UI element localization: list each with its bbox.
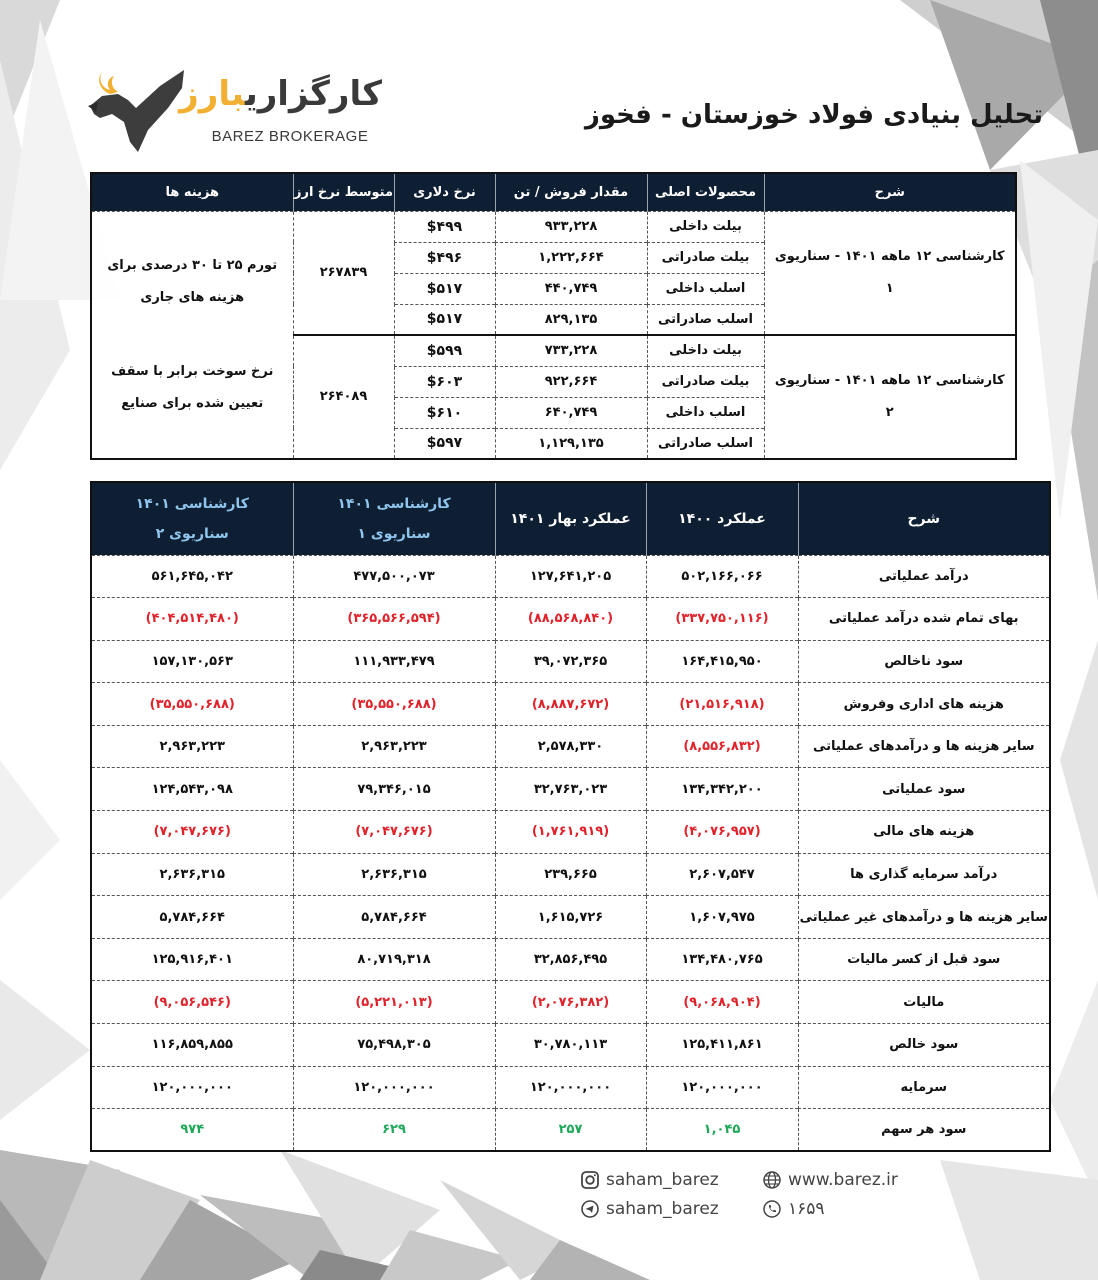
value-1400: ۱۶۴,۴۱۵,۹۵۰ (646, 640, 798, 683)
telegram-icon (580, 1199, 600, 1219)
instagram-contact[interactable] (580, 1170, 719, 1190)
header-avg-fx: متوسط نرخ ارز (293, 173, 394, 211)
brand-logo (80, 66, 390, 156)
logo-text-fa (179, 74, 382, 114)
value-spring-1401: (۲,۰۷۶,۳۸۲) (495, 981, 646, 1024)
table-row (91, 1066, 1050, 1109)
table-row (91, 1109, 1050, 1152)
costs-notes (91, 211, 293, 459)
product-name: بیلت صادراتی (647, 242, 764, 273)
value-forecast-s2: ۲,۶۳۶,۳۱۵ (91, 853, 293, 896)
avg-fx-rate: ۲۶۷۸۳۹ (293, 211, 394, 335)
logo-accent-text: بارز (179, 74, 245, 114)
value-spring-1401: ۲,۵۷۸,۳۳۰ (495, 725, 646, 768)
sales-qty: ۷۳۳,۲۲۸ (495, 335, 647, 366)
table-row (91, 555, 1050, 598)
row-label: سرمایه (798, 1066, 1050, 1109)
value-forecast-s1: ۱۲۰,۰۰۰,۰۰۰ (293, 1066, 495, 1109)
value-spring-1401: ۱,۶۱۵,۷۲۶ (495, 896, 646, 939)
header-desc: شرح (798, 482, 1050, 555)
header-forecast-s2-line1: کارشناسی ۱۴۰۱ (135, 495, 249, 512)
value-1400: (۹,۰۶۸,۹۰۴) (646, 981, 798, 1024)
header-sales-qty: مقدار فروش / تن (495, 173, 647, 211)
row-label: هزینه های مالی (798, 811, 1050, 854)
value-forecast-s1: (۷,۰۴۷,۶۷۶) (293, 811, 495, 854)
product-name: بیلت داخلی (647, 211, 764, 242)
value-1400: (۲۱,۵۱۶,۹۱۸) (646, 683, 798, 726)
value-1400: ۱۳۴,۴۸۰,۷۶۵ (646, 938, 798, 981)
row-label: درآمد سرمایه گذاری ها (798, 853, 1050, 896)
value-forecast-s1: (۵,۲۲۱,۰۱۳) (293, 981, 495, 1024)
table-row (91, 1024, 1050, 1067)
value-forecast-s1: ۲,۶۳۶,۳۱۵ (293, 853, 495, 896)
value-spring-1401: (۱,۷۶۱,۹۱۹) (495, 811, 646, 854)
header-forecast-s1 (293, 482, 495, 555)
table-header-row (91, 173, 1016, 211)
value-1400: ۱۲۵,۴۱۱,۸۶۱ (646, 1024, 798, 1067)
value-forecast-s1: ۷۹,۳۴۶,۰۱۵ (293, 768, 495, 811)
instagram-handle: saham_barez (606, 1170, 719, 1190)
sales-qty: ۶۴۰,۷۴۹ (495, 397, 647, 428)
scenario-assumptions-table (90, 172, 1017, 460)
row-label: سایر هزینه ها و درآمدهای غیر عملیاتی (798, 896, 1050, 939)
row-label: مالیات (798, 981, 1050, 1024)
value-forecast-s2: ۱۲۰,۰۰۰,۰۰۰ (91, 1066, 293, 1109)
value-spring-1401: (۸,۸۸۷,۶۷۲) (495, 683, 646, 726)
value-1400: (۴,۰۷۶,۹۵۷) (646, 811, 798, 854)
row-label: هزینه های اداری وفروش (798, 683, 1050, 726)
value-forecast-s1: ۲,۹۶۳,۲۲۳ (293, 725, 495, 768)
table-row (91, 811, 1050, 854)
header-1400: عملکرد ۱۴۰۰ (646, 482, 798, 555)
row-label: درآمد عملیاتی (798, 555, 1050, 598)
value-spring-1401: (۸۸,۵۶۸,۸۴۰) (495, 598, 646, 641)
phone-icon (762, 1199, 782, 1219)
table-row (91, 640, 1050, 683)
phone-contact[interactable] (762, 1199, 825, 1219)
header-desc: شرح (764, 173, 1016, 211)
telegram-contact[interactable] (580, 1199, 719, 1219)
phone-number: ۱۶۵۹ (788, 1199, 825, 1219)
page-title: تحلیل بنیادی فولاد خوزستان - فخوز (584, 100, 1043, 130)
sales-qty: ۱,۲۲۲,۶۶۴ (495, 242, 647, 273)
table-row (91, 598, 1050, 641)
value-forecast-s2: ۱۵۷,۱۳۰,۵۶۳ (91, 640, 293, 683)
costs-note-inflation: تورم ۲۵ تا ۳۰ درصدی برای هزینه های جاری (107, 257, 278, 305)
value-forecast-s1: ۸۰,۷۱۹,۳۱۸ (293, 938, 495, 981)
dollar-price: $۵۱۷ (394, 304, 495, 335)
value-forecast-s1: ۷۵,۴۹۸,۳۰۵ (293, 1024, 495, 1067)
table-row (91, 768, 1050, 811)
value-forecast-s2: ۵,۷۸۴,۶۶۴ (91, 896, 293, 939)
dollar-price: $۴۹۹ (394, 211, 495, 242)
table-row (91, 896, 1050, 939)
value-forecast-s2: ۱۱۶,۸۵۹,۸۵۵ (91, 1024, 293, 1067)
instagram-icon (580, 1170, 600, 1190)
dollar-price: $۴۹۶ (394, 242, 495, 273)
row-label: سود عملیاتی (798, 768, 1050, 811)
header-spring-1401: عملکرد بهار ۱۴۰۱ (495, 482, 646, 555)
contact-footer (580, 1170, 930, 1230)
income-statement-table (90, 481, 1051, 1152)
value-spring-1401: ۳۲,۷۶۳,۰۲۳ (495, 768, 646, 811)
value-1400: ۱,۰۴۵ (646, 1109, 798, 1152)
row-label: سود خالص (798, 1024, 1050, 1067)
value-1400: ۱,۶۰۷,۹۷۵ (646, 896, 798, 939)
scenario-label: کارشناسی ۱۲ ماهه ۱۴۰۱ - سناریوی ۲ (764, 335, 1016, 459)
value-forecast-s2: ۹۷۴ (91, 1109, 293, 1152)
value-1400: ۱۳۴,۳۴۲,۲۰۰ (646, 768, 798, 811)
table-row (91, 683, 1050, 726)
value-spring-1401: ۲۵۷ (495, 1109, 646, 1152)
value-forecast-s1: ۴۷۷,۵۰۰,۰۷۳ (293, 555, 495, 598)
telegram-handle: saham_barez (606, 1199, 719, 1219)
row-label: بهای تمام شده درآمد عملیاتی (798, 598, 1050, 641)
table-row (91, 211, 1016, 242)
table-row (91, 853, 1050, 896)
value-1400: ۱۲۰,۰۰۰,۰۰۰ (646, 1066, 798, 1109)
header-forecast-s1-line1: کارشناسی ۱۴۰۱ (337, 495, 451, 512)
sales-qty: ۹۳۳,۲۲۸ (495, 211, 647, 242)
eagle-logo-icon (80, 66, 190, 156)
product-name: بیلت داخلی (647, 335, 764, 366)
value-1400: (۳۳۷,۷۵۰,۱۱۶) (646, 598, 798, 641)
table-row (91, 981, 1050, 1024)
value-forecast-s2: (۴۰۴,۵۱۴,۴۸۰) (91, 598, 293, 641)
website-contact[interactable] (762, 1170, 898, 1190)
dollar-price: $۶۱۰ (394, 397, 495, 428)
product-name: اسلب داخلی (647, 273, 764, 304)
value-spring-1401: ۳۲,۸۵۶,۴۹۵ (495, 938, 646, 981)
value-forecast-s2: (۹,۰۵۶,۵۴۶) (91, 981, 293, 1024)
avg-fx-rate: ۲۶۴۰۸۹ (293, 335, 394, 459)
sales-qty: ۸۲۹,۱۳۵ (495, 304, 647, 335)
dollar-price: $۵۹۷ (394, 428, 495, 459)
value-forecast-s2: ۱۲۵,۹۱۶,۴۰۱ (91, 938, 293, 981)
header-costs: هزینه ها (91, 173, 293, 211)
row-label: سود هر سهم (798, 1109, 1050, 1152)
logo-main-text: کارگزاری (244, 74, 382, 114)
value-forecast-s1: (۳۶۵,۵۶۶,۵۹۴) (293, 598, 495, 641)
product-name: اسلب داخلی (647, 397, 764, 428)
table-row (91, 938, 1050, 981)
header-dollar-price: نرخ دلاری (394, 173, 495, 211)
costs-note-fuel: نرخ سوخت برابر با سقف تعیین شده برای صنایع (111, 363, 274, 411)
value-1400: ۵۰۲,۱۶۶,۰۶۶ (646, 555, 798, 598)
value-forecast-s1: (۳۵,۵۵۰,۶۸۸) (293, 683, 495, 726)
sales-qty: ۹۲۲,۶۶۴ (495, 366, 647, 397)
value-forecast-s2: (۷,۰۴۷,۶۷۶) (91, 811, 293, 854)
table-row (91, 725, 1050, 768)
logo-text-en: BAREZ BROKERAGE (211, 128, 369, 145)
header-forecast-s1-line2: سناریوی ۱ (357, 525, 431, 542)
value-spring-1401: ۱۲۷,۶۴۱,۲۰۵ (495, 555, 646, 598)
value-forecast-s1: ۶۲۹ (293, 1109, 495, 1152)
value-forecast-s2: ۱۲۴,۵۴۳,۰۹۸ (91, 768, 293, 811)
row-label: سود ناخالص (798, 640, 1050, 683)
row-label: سود قبل از کسر مالیات (798, 938, 1050, 981)
value-forecast-s1: ۱۱۱,۹۳۳,۴۷۹ (293, 640, 495, 683)
header-products: محصولات اصلی (647, 173, 764, 211)
value-spring-1401: ۱۲۰,۰۰۰,۰۰۰ (495, 1066, 646, 1109)
header-forecast-s2-line2: سناریوی ۲ (155, 525, 229, 542)
value-spring-1401: ۳۹,۰۷۲,۳۶۵ (495, 640, 646, 683)
value-forecast-s2: ۲,۹۶۳,۲۲۳ (91, 725, 293, 768)
value-forecast-s2: (۳۵,۵۵۰,۶۸۸) (91, 683, 293, 726)
product-name: اسلب صادراتی (647, 304, 764, 335)
value-spring-1401: ۲۳۹,۶۶۵ (495, 853, 646, 896)
table-header-row (91, 482, 1050, 555)
row-label: سایر هزینه ها و درآمدهای عملیاتی (798, 725, 1050, 768)
value-forecast-s1: ۵,۷۸۴,۶۶۴ (293, 896, 495, 939)
sales-qty: ۱,۱۲۹,۱۳۵ (495, 428, 647, 459)
value-1400: (۸,۵۵۶,۸۳۲) (646, 725, 798, 768)
value-1400: ۲,۶۰۷,۵۴۷ (646, 853, 798, 896)
sales-qty: ۴۴۰,۷۴۹ (495, 273, 647, 304)
value-spring-1401: ۳۰,۷۸۰,۱۱۳ (495, 1024, 646, 1067)
product-name: بیلت صادراتی (647, 366, 764, 397)
dollar-price: $۶۰۳ (394, 366, 495, 397)
globe-icon (762, 1170, 782, 1190)
dollar-price: $۵۱۷ (394, 273, 495, 304)
value-forecast-s2: ۵۶۱,۶۴۵,۰۴۲ (91, 555, 293, 598)
header-forecast-s2 (91, 482, 293, 555)
product-name: اسلب صادراتی (647, 428, 764, 459)
website-url: www.barez.ir (788, 1170, 898, 1190)
dollar-price: $۵۹۹ (394, 335, 495, 366)
scenario-label: کارشناسی ۱۲ ماهه ۱۴۰۱ - سناریوی ۱ (764, 211, 1016, 335)
